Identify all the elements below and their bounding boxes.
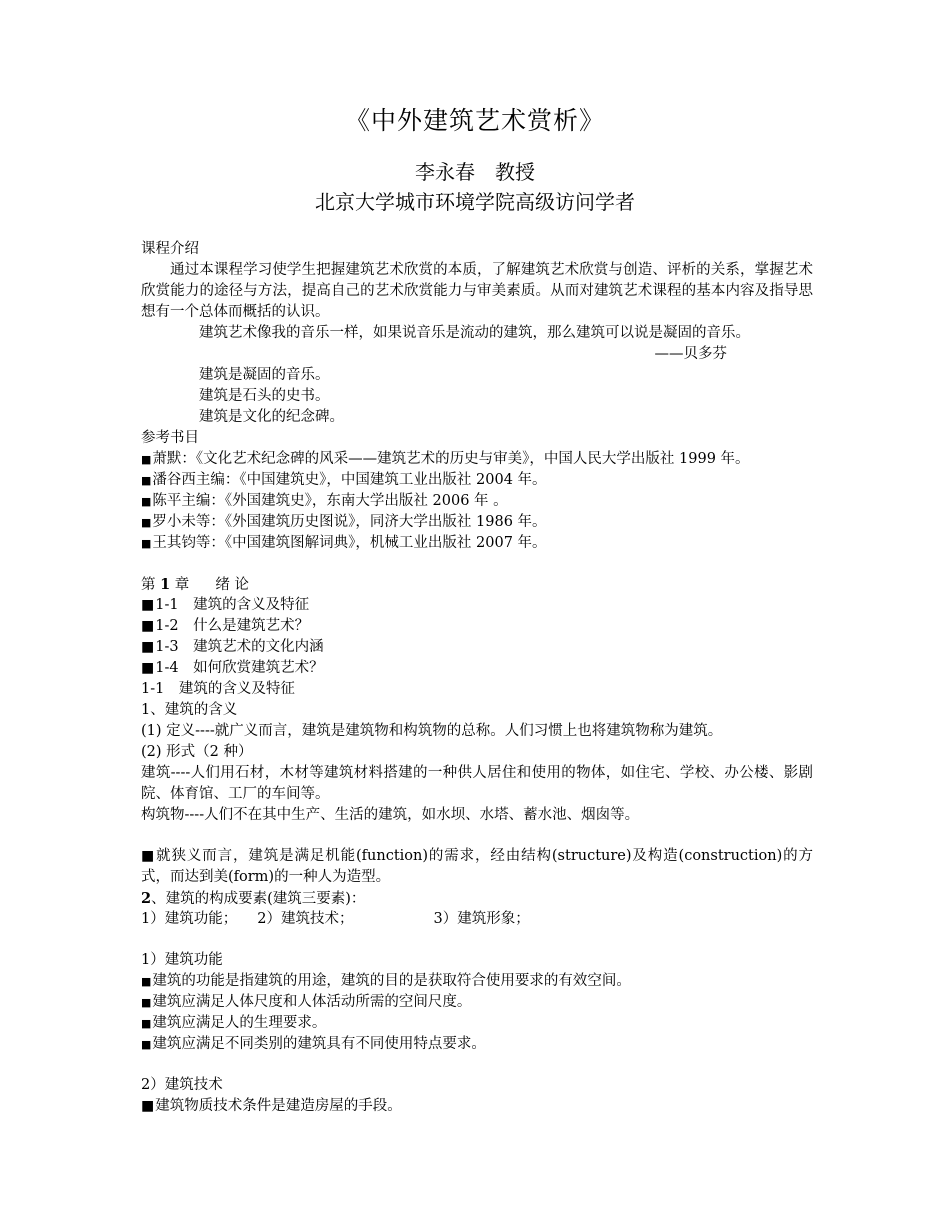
bullet-square-icon: ■ [141,516,152,529]
saying-2: 建筑是石头的史书。 [199,388,330,404]
intro-heading: 课程介绍 [141,241,199,257]
toc-item: ■1-2 什么是建筑艺术？ [141,618,310,634]
toc-item: ■1-3 建筑艺术的文化内涵 [141,639,324,655]
toc-item: ■1-4 如何欣赏建筑艺术？ [141,660,324,676]
subsection-heading: 1、建筑的含义 [141,702,238,718]
saying-1: 建筑是凝固的音乐。 [199,367,330,383]
bullet-square-icon: ■ [141,495,152,508]
bullet-square-icon: ■ [141,660,155,676]
spacer [141,930,813,950]
section-heading: 1-1 建筑的含义及特征 [141,681,295,697]
spacer [141,826,813,846]
definition-line: (1) 定义----就广义而言，建筑是建筑物和构筑物的总称。人们习惯上也将建筑物称为建筑。 [141,723,723,739]
bullet-square-icon: ■ [141,1017,152,1030]
function-item: ■建筑应满足人的生理要求。 [141,1015,327,1031]
building-definition: 建筑----人们用石材，木材等建筑材料搭建的一种供人居住和使用的物体，如住宅、学校、办公楼、影剧院、体育馆、工厂的车间等。 [141,765,813,802]
elements-line: 1）建筑功能； 2）建筑技术； 3）建筑形象； [141,911,530,927]
ref-item: ■陈平主编：《外国建筑史》，东南大学出版社 2006 年 。 [141,493,508,509]
subsection-heading: 2、建筑的构成要素(建筑三要素)： [141,890,366,907]
ref-item: ■王其钧等：《中国建筑图解词典》，机械工业出版社 2007 年。 [141,535,547,551]
intro-paragraph: 通过本课程学习使学生把握建筑艺术欣赏的本质，了解建筑艺术欣赏与创造、评析的关系，掌握艺术欣赏能力的途径与方法，提高自己的艺术欣赏能力与审美素质。从而对建筑艺术课程的基本内容及指导思想有一个总体而概括的认识。 [141,262,813,320]
tech-heading: 2）建筑技术 [141,1077,223,1093]
bullet-square-icon: ■ [141,618,155,634]
affiliation-line: 北京大学城市环境学院高级访问学者 [315,190,635,214]
ref-item: ■萧默：《文化艺术纪念碑的风采——建筑艺术的历史与审美》，中国人民大学出版社 1999 年。 [141,451,750,467]
bullet-square-icon: ■ [141,537,152,550]
bullet-square-icon: ■ [141,474,152,487]
bullet-square-icon: ■ [141,1038,152,1051]
bullet-square-icon: ■ [141,848,156,864]
ref-item: ■罗小未等：《外国建筑历史图说》，同济大学出版社 1986 年。 [141,514,547,530]
refs-heading: 参考书目 [141,430,199,446]
beethoven-quote: 建筑艺术像我的音乐一样，如果说音乐是流动的建筑，那么建筑可以说是凝固的音乐。 [199,325,750,341]
ref-item: ■潘谷西主编：《中国建筑史》，中国建筑工业出版社 2004 年。 [141,472,547,488]
function-item: ■建筑的功能是指建筑的用途，建筑的目的是获取符合使用要求的有效空间。 [141,973,631,989]
spacer [141,1055,813,1075]
document-body [141,239,813,1117]
page-title: 《中外建筑艺术赏析》 [344,106,605,135]
chapter-heading: 第 1 章 绪 论 [141,576,249,593]
function-item: ■建筑应满足人体尺度和人体活动所需的空间尺度。 [141,994,472,1010]
function-item: ■建筑应满足不同类别的建筑具有不同使用特点要求。 [141,1036,486,1052]
author-line: 李永春 教授 [415,160,535,184]
forms-line: (2) 形式（2 种） [141,744,253,760]
quote-author: ——贝多芬 [654,346,727,362]
bullet-square-icon: ■ [141,453,152,466]
toc-item: ■1-1 建筑的含义及特征 [141,597,310,613]
bullet-square-icon: ■ [141,639,155,655]
bullet-square-icon: ■ [141,1098,155,1114]
structure-definition: 构筑物----人们不在其中生产、生活的建筑，如水坝、水塔、蓄水池、烟囱等。 [141,807,640,823]
function-heading: 1）建筑功能 [141,952,223,968]
tech-item: ■建筑物质技术条件是建造房屋的手段。 [141,1098,402,1114]
bullet-square-icon: ■ [141,975,152,988]
saying-3: 建筑是文化的纪念碑。 [199,409,344,425]
bullet-square-icon: ■ [141,996,152,1009]
bullet-square-icon: ■ [141,597,155,613]
spacer [141,554,813,574]
narrow-definition: ■就狭义而言，建筑是满足机能(function)的需求，经由结构(structure)及构造(construction)的方式，而达到美(form)的一种人为造型。 [141,848,813,885]
